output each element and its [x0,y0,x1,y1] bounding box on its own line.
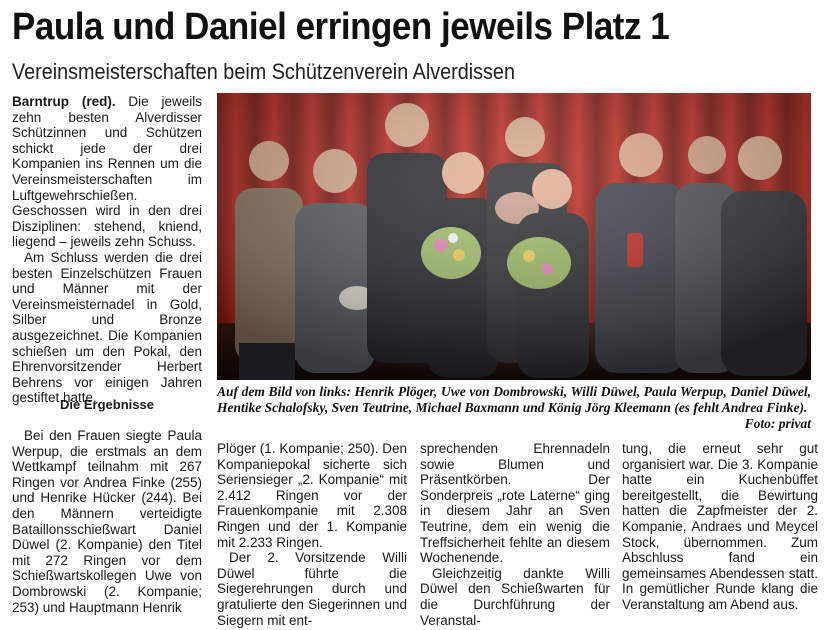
intro-text-1: Die jeweils zehn besten Alverdisser Schützinnen und Schützen schickt jede der drei Kompanien ins Rennen um die Vereinsmeisterschaften im Luftgewehrschießen. Geschossen wird in den drei Disziplinen: stehend, kniend, liegend – jeweils zehn Schuss. [12,94,202,250]
group-photo-illustration [217,93,811,380]
col4-paragraph-1: tung, die erneut sehr gut organisiert war. Die 3. Kompanie hatte ein Kuchenbüffet bereitgestellt, die Bewirtung hatten die Zapfmeister der 2. Kompanie, Andraes und Meycel Stock, übernommen. Zum Abschluss fand ein gemeinsames Abendessen statt. In gemütlicher Runde klang die Veranstaltung am Abend aus. [622,441,818,612]
results-column [12,428,202,615]
column-4 [622,441,818,613]
col2-paragraph-1: Plöger (1. Kompanie; 250). Den Kompaniepokal sicherte sich Seriensieger „2. Kompanie“ mit 2.412 Ringen vor der Frauenkompanie mit 2.308 Ringen und der 1. Kompanie mit 2.233 Ringen. [217,441,407,550]
column-3 [420,441,610,628]
photo-caption: Auf dem Bild von links: Henrik Plöger, Uwe von Dombrowski, Willi Düwel, Paula Werpup, Daniel Düwel, Hentike Schalofsky, Sven Teutrine, Michael Baxmann und König Jörg Kleemann (es fehlt Andrea Finke). [217,384,811,415]
col3-paragraph-1: sprechenden Ehrennadeln sowie Blumen und Präsentkörben. Der Sonderpreis „rote Laterne“ ging in diesem Jahr an Sven Teutrine, dem ein wenig die Treffsicherheit fehlte an diesem Wochenende. [420,441,610,566]
intro-paragraph-2: Am Schluss werden die drei besten Einzelschützen Frauen und Männer mit der Vereinsmeisternadel in Gold, Silber und Bronze ausgezeichnet. Die Kompanien schießen um den Pokal, den Ehrenvorsitzender Herbert Behrens vor einigen Jahren gestiftet hatte. [12,249,202,406]
intro-paragraph-1 [12,94,202,250]
group-photo [217,93,811,380]
subheadline: Vereinsmeisterschaften beim Schützenverein Alverdissen [12,59,515,84]
col3-paragraph-2: Gleichzeitig dankte Willi Düwel den Schießwarten für die Durchführung der Veranstal- [420,565,610,628]
intro-column [12,94,202,406]
photo-credit: Foto: privat [744,416,811,431]
headline: Paula und Daniel erringen jeweils Platz 1 [12,6,670,48]
col2-paragraph-2: Der 2. Vorsitzende Willi Düwel führte die Siegerehrungen durch und gratulierte den Siegerinnen und Siegern mit ent- [217,550,407,628]
results-paragraph-1: Bei den Frauen siegte Paula Werpup, die erstmals an dem Wettkampf teilnahm mit 267 Ringen vor Andrea Finke (255) und Henrike Hücker (244). Bei den Männern verteidigte Bataillonsschießwart Daniel Düwel (2. Kompanie) den Titel mit 272 Ringen vor dem Schießwartskollegen Uwe von Dombrowski (2. Kompanie; 253) und Hauptmann Henrik [12,428,202,615]
column-2 [217,441,407,628]
results-heading: Die Ergebnisse [60,397,154,412]
dateline: Barntrup (red). [12,94,116,109]
